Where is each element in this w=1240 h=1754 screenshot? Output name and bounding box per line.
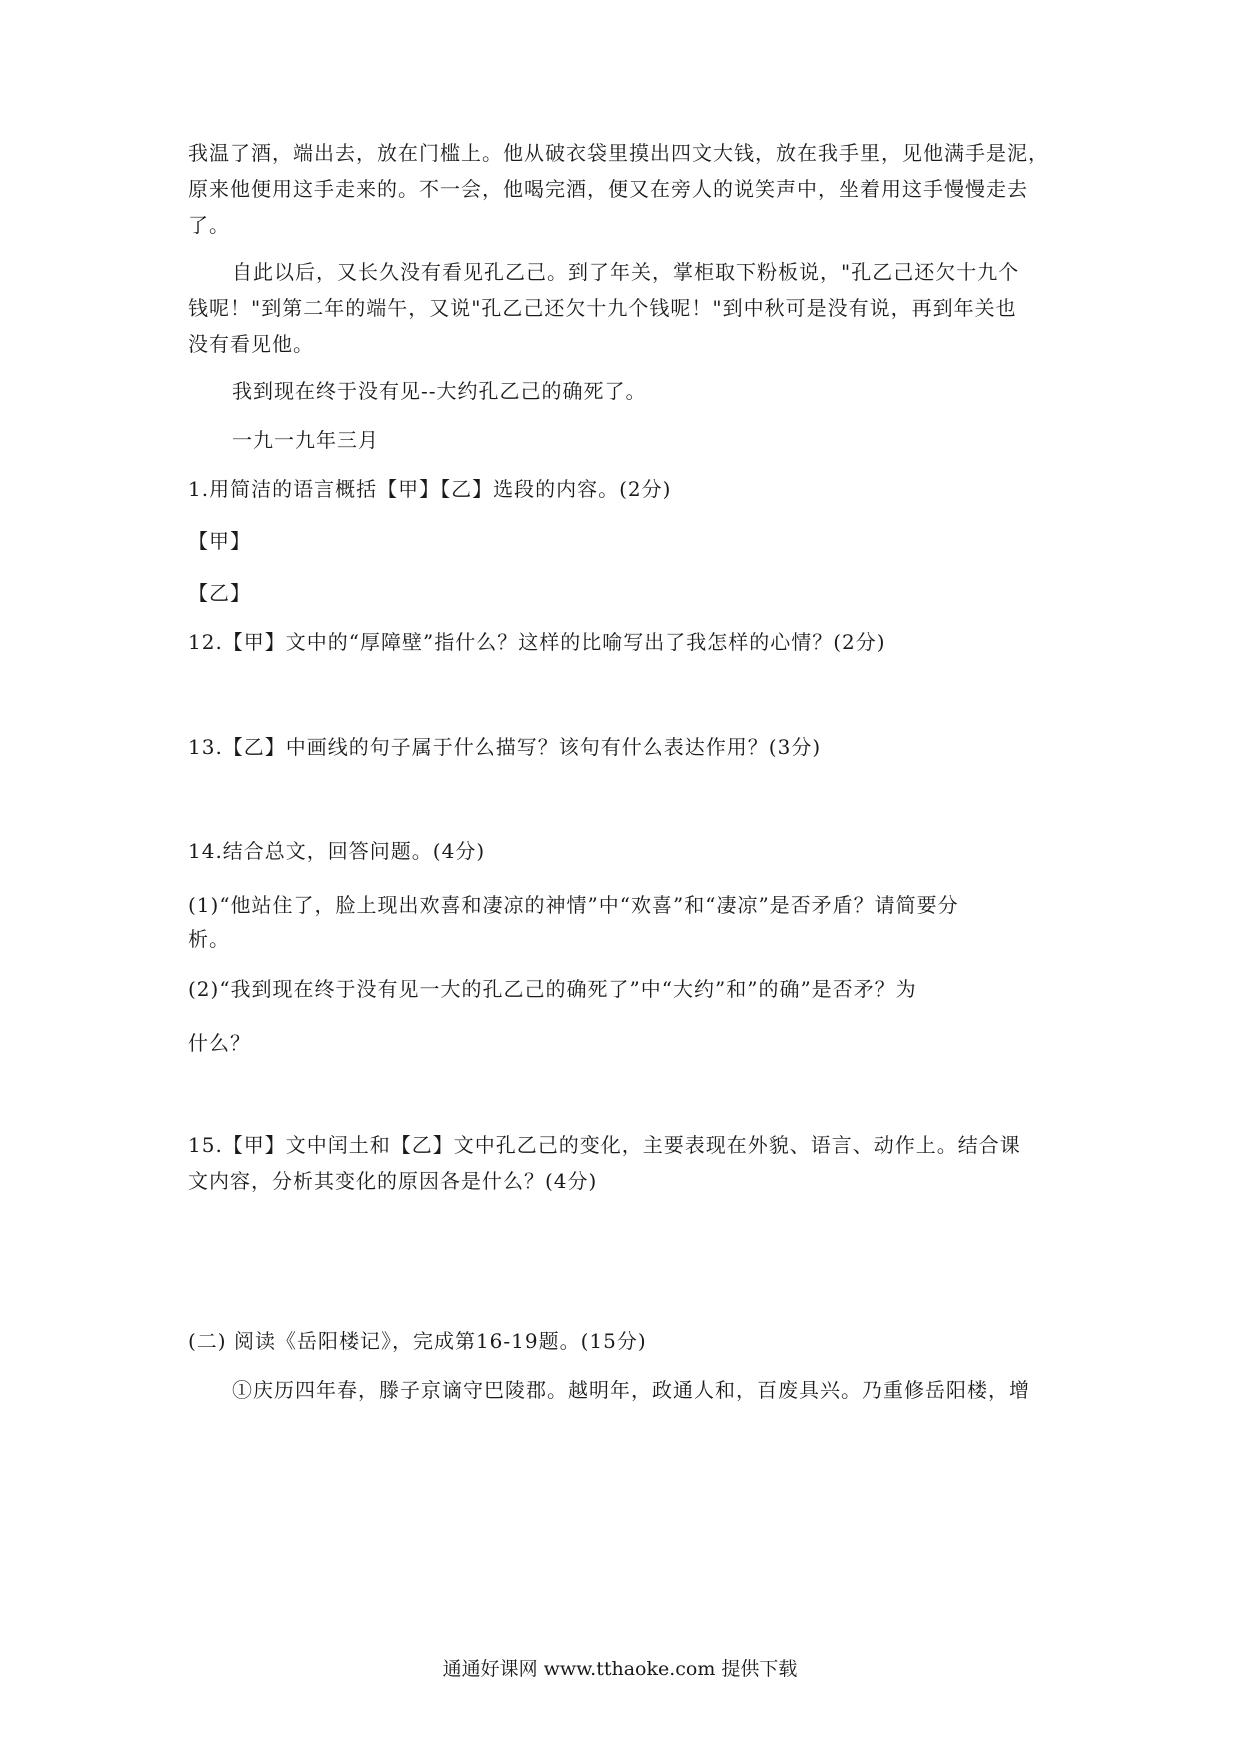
question-1-jia-label: 【甲】 bbox=[188, 529, 251, 553]
passage-line: 了。 bbox=[188, 213, 230, 237]
question-1-yi-label: 【乙】 bbox=[188, 581, 251, 605]
question-14: 14.结合总文，回答问题。(4分) bbox=[188, 839, 486, 863]
passage-date: 一九一九年三月 bbox=[232, 428, 379, 452]
question-14-part-1: 析。 bbox=[188, 927, 230, 951]
question-14-part-1: (1)“他站住了，脸上现出欢喜和凄凉的神情”中“欢喜”和“凄凉”是否矛盾？请简要分 bbox=[188, 893, 959, 917]
question-12: 12.【甲】文中的“厚障壁”指什么？这样的比喻写出了我怎样的心情？(2分) bbox=[188, 630, 886, 654]
question-1: 1.用简洁的语言概括【甲】【乙】选段的内容。(2分) bbox=[188, 477, 672, 501]
passage-line: 我到现在终于没有见--大约孔乙己的确死了。 bbox=[232, 379, 647, 403]
passage-line: 我温了酒，端出去，放在门槛上。他从破衣袋里摸出四文大钱，放在我手里，见他满手是泥， bbox=[188, 141, 1049, 165]
question-14-part-2: (2)“我到现在终于没有见一大的孔乙己的确死了”中“大约”和”的确”是否矛？为 bbox=[188, 977, 917, 1001]
passage-line: 钱呢！"到第二年的端午，又说"孔乙己还欠十九个钱呢！"到中秋可是没有说，再到年关也 bbox=[188, 296, 1017, 320]
section-2-paragraph: ①庆历四年春，滕子京谪守巴陵郡。越明年，政通人和，百废具兴。乃重修岳阳楼，增 bbox=[232, 1378, 1030, 1402]
passage-line: 自此以后，又长久没有看见孔乙己。到了年关，掌柜取下粉板说，"孔乙己还欠十九个 bbox=[232, 260, 1020, 284]
passage-line: 原来他便用这手走来的。不一会，他喝完酒，便又在旁人的说笑声中，坐着用这手慢慢走去 bbox=[188, 177, 1028, 201]
page-footer: 通通好课网 www.tthaoke.com 提供下载 bbox=[442, 1658, 798, 1680]
section-2-heading: (二) 阅读《岳阳楼记》，完成第16-19题。(15分) bbox=[188, 1329, 647, 1353]
question-13: 13.【乙】中画线的句子属于什么描写？该句有什么表达作用？(3分) bbox=[188, 735, 822, 759]
passage-line: 没有看见他。 bbox=[188, 332, 314, 356]
question-15: 15.【甲】文中闰土和【乙】文中孔乙己的变化，主要表现在外貌、语言、动作上。结合课 bbox=[188, 1133, 1021, 1157]
question-15: 文内容，分析其变化的原因各是什么？(4分) bbox=[188, 1169, 598, 1193]
question-14-part-2: 什么？ bbox=[188, 1031, 251, 1055]
